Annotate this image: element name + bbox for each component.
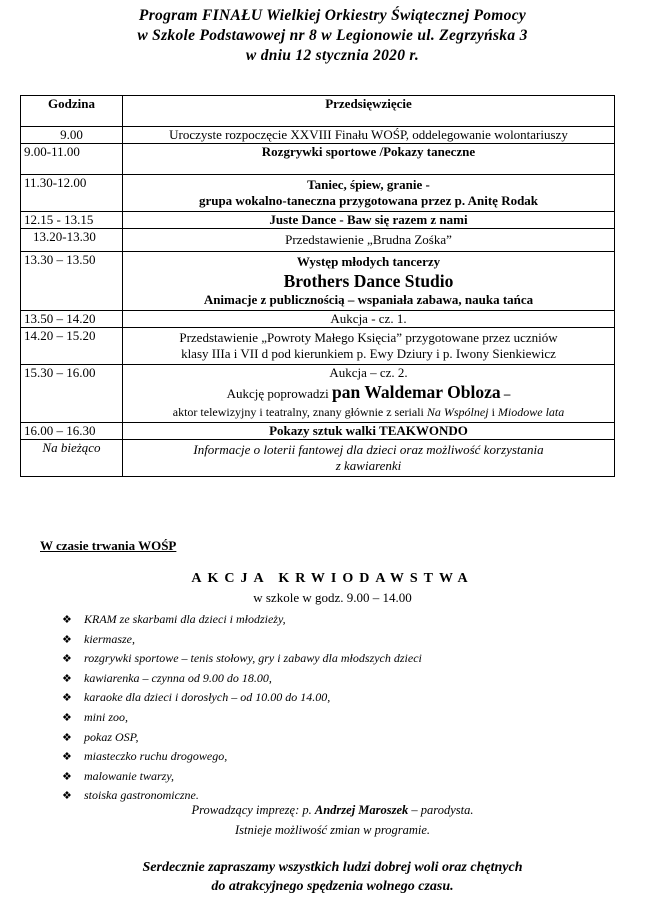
row-time: 11.30-12.00 <box>21 175 123 212</box>
table-row <box>21 328 615 365</box>
row-event: Juste Dance - Baw się razem z nami <box>123 212 615 229</box>
row-event-text: i <box>488 405 498 419</box>
table-row <box>21 127 615 144</box>
table-row <box>21 440 615 477</box>
row-event-line: Informacje o loterii fantowej dla dzieci oraz możliwość korzystania <box>193 442 544 457</box>
row-event <box>123 440 615 477</box>
row-event: Aukcja - cz. 1. <box>123 311 615 328</box>
title-line-1: Program FINAŁU Wielkiej Orkiestry Świątecznej Pomocy <box>138 7 527 24</box>
row-time-text: 9.00-11.00 <box>24 144 80 159</box>
row-event-highlight: Brothers Dance Studio <box>283 271 454 291</box>
list-item-text: pokaz OSP, <box>84 729 139 744</box>
document-title <box>0 6 665 66</box>
row-time <box>21 144 123 175</box>
list-item <box>62 649 422 669</box>
list-item <box>62 688 422 708</box>
diamond-bullet-icon: ❖ <box>62 711 72 724</box>
row-time: 13.30 – 13.50 <box>21 252 123 311</box>
row-event-line: Przedstawienie „Powroty Małego Księcia” przygotowane przez uczniów <box>179 330 558 345</box>
diamond-bullet-icon: ❖ <box>62 653 72 666</box>
table-row <box>21 365 615 423</box>
row-event: Pokazy sztuk walki TEAKWONDO <box>123 423 615 440</box>
attractions-list <box>62 610 422 806</box>
list-item <box>62 610 422 630</box>
row-event: Rozgrywki sportowe /Pokazy taneczne <box>123 144 615 175</box>
list-item-text: miasteczko ruchu drogowego, <box>84 749 228 764</box>
row-event <box>123 252 615 311</box>
row-time: 13.20-13.30 <box>21 229 123 252</box>
row-event-line: Taniec, śpiew, granie - <box>307 177 430 192</box>
diamond-bullet-icon: ❖ <box>62 672 72 685</box>
list-item <box>62 747 422 767</box>
row-event <box>123 328 615 365</box>
row-event-line: grupa wokalno-taneczna przygotowana przez p. Anitę Rodak <box>198 193 539 208</box>
invitation-line: Serdecznie zapraszamy wszystkich ludzi dobrej woli oraz chętnych <box>142 860 523 875</box>
program-table <box>20 95 615 477</box>
table-row <box>21 252 615 311</box>
table-header-row <box>21 96 615 127</box>
row-time: 12.15 - 13.15 <box>21 212 123 229</box>
program-change-note: Istnieje możliwość zmian w programie. <box>234 823 431 837</box>
host-suffix: – parodysta. <box>408 803 474 817</box>
blood-donation-subtitle: w szkole w godz. 9.00 – 14.00 <box>253 590 412 605</box>
list-item <box>62 630 422 650</box>
list-item-text: mini zoo, <box>84 709 129 724</box>
row-event-line: klasy IIIa i VII d pod kierunkiem p. Ewy Dziury i p. Iwony Sienkiewicz <box>181 346 556 361</box>
host-line <box>0 800 665 820</box>
list-item-text: stoiska gastronomiczne. <box>84 788 199 803</box>
during-heading: W czasie trwania WOŚP <box>40 538 177 553</box>
host-name: Andrzej Maroszek <box>314 803 409 817</box>
diamond-bullet-icon: ❖ <box>62 790 72 803</box>
row-event-line: Występ młodych tancerzy <box>296 254 441 269</box>
diamond-bullet-icon: ❖ <box>62 614 72 626</box>
row-event: Uroczyste rozpoczęcie XXVIII Finału WOŚP, oddelegowanie wolontariuszy <box>123 127 615 144</box>
blood-donation-title: AKCJA KRWIODAWSTWA <box>191 571 474 586</box>
title-line-3: w dniu 12 stycznia 2020 r. <box>245 47 420 64</box>
diamond-bullet-icon: ❖ <box>62 633 72 646</box>
list-item-text: kiermasze, <box>84 631 135 646</box>
list-item-text: KRAM ze skarbami dla dzieci i młodzieży, <box>84 612 286 626</box>
row-event-text: – <box>500 386 511 401</box>
row-event-line <box>126 404 611 420</box>
row-event-line: z kawiarenki <box>335 458 402 473</box>
list-item <box>62 767 422 787</box>
row-time: 16.00 – 16.30 <box>21 423 123 440</box>
row-event-line: Animacje z publicznością – wspaniała zabawa, nauka tańca <box>203 292 534 307</box>
row-event-highlight: pan Waldemar Obloza <box>332 382 501 402</box>
diamond-bullet-icon: ❖ <box>62 692 72 705</box>
row-event: Przedstawienie „Brudna Zośka” <box>123 229 615 252</box>
list-item <box>62 669 422 689</box>
row-event-text: Aukcję poprowadzi <box>226 386 333 401</box>
row-event-text: Miodowe lata <box>497 405 565 419</box>
row-time: 14.20 – 15.20 <box>21 328 123 365</box>
row-time: Na bieżąco <box>21 440 123 477</box>
diamond-bullet-icon: ❖ <box>62 731 72 744</box>
title-line-2: w Szkole Podstawowej nr 8 w Legionowie ul. Zegrzyńska 3 <box>137 27 528 44</box>
list-item-text: rozgrywki sportowe – tenis stołowy, gry i zabawy dla młodszych dzieci <box>84 651 422 666</box>
list-item <box>62 708 422 728</box>
header-event: Przedsięwzięcie <box>123 96 615 127</box>
row-event-line: Aukcja – cz. 2. <box>329 365 408 380</box>
host-prefix: Prowadzący imprezę: p. <box>191 803 315 817</box>
host-info <box>0 800 665 840</box>
row-event <box>123 365 615 423</box>
table-row <box>21 175 615 212</box>
table-row <box>21 311 615 328</box>
list-item-text: kawiarenka – czynna od 9.00 do 18.00, <box>84 670 272 685</box>
invitation <box>0 858 665 896</box>
diamond-bullet-icon: ❖ <box>62 751 72 764</box>
table-row <box>21 212 615 229</box>
list-item <box>62 728 422 748</box>
row-time: 9.00 <box>21 127 123 144</box>
row-time: 13.50 – 14.20 <box>21 311 123 328</box>
row-event-line <box>126 381 611 404</box>
list-item-text: malowanie twarzy, <box>84 768 175 783</box>
row-event <box>123 175 615 212</box>
row-time: 15.30 – 16.00 <box>21 365 123 423</box>
diamond-bullet-icon: ❖ <box>62 770 72 783</box>
list-item-text: karaoke dla dzieci i dorosłych – od 10.00 do 14.00, <box>84 690 331 705</box>
table-row <box>21 144 615 175</box>
invitation-line: do atrakcyjnego spędzenia wolnego czasu. <box>211 879 454 894</box>
row-event-text: aktor telewizyjny i teatralny, znany głównie z seriali <box>172 405 427 419</box>
table-row <box>21 423 615 440</box>
table-row <box>21 229 615 252</box>
row-event-text: Na Wspólnej <box>426 405 489 419</box>
header-time: Godzina <box>21 96 123 127</box>
